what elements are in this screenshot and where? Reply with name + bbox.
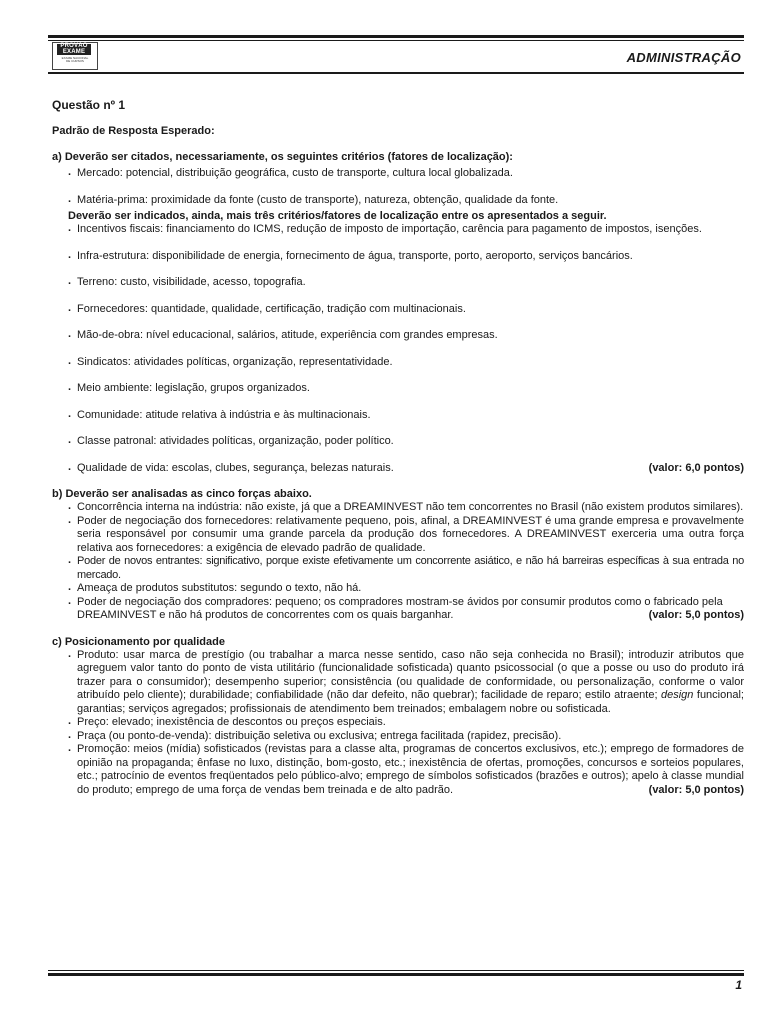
list-item: . Promoção: meios (mídia) sofisticados (revistas para a classe alta, programas de concertos exclusivos, etc.); emprego de formadores de opinião na propaganda; ênfase no luxo, distinção, bom-gosto, etc.; inexistência de ofertas, promoções, concursos e sorteios populares, etc.; patrocínio de eventos freqüentados pelo público-alvo; emprego de símbolos sofisticados (brazões e outros); apelo à classe mundial do produto; emprego de uma força de vendas bem treinada e de alto padrão. (valor: 5,0 pontos): [68, 742, 744, 796]
list-item: . Produto: usar marca de prestígio (ou trabalhar a marca nesse sentido, caso não seja conhecida no Brasil); introduzir atributos que agreguem valor tanto do ponto de vista utilitário (funcionalidade sofisticada) quanto psicossocial (o que a posse ou uso do produto irá trazer para o consumidor); desempenho superior; consistência (ou qualidade de conformidade, ou personalização, conforme o valor atribuído pelo cliente); durabilidade; confiabilidade (não dar defeito, não quebrar); facilidade de reparo; estilo atraente; design funcional; garantias; serviços agregados; profissionais de atendimento bem treinados; embalagem nobre ou sofisticada.: [68, 647, 744, 715]
item-text: Concorrência interna na indústria: não existe, já que a DREAMINVEST não tem concorrentes no Brasil (não existem produtos similares).: [77, 501, 744, 513]
section-a-heading: a) Deverão ser citados, necessariamente, os seguintes critérios (fatores de localização):: [52, 151, 513, 163]
list-item: . Mão-de-obra: nível educacional, salários, atitude, experiência com grandes empresas.: [68, 328, 498, 341]
item-text: Incentivos fiscais: financiamento do ICMS, redução de imposto de importação, carência para pagamento de impostos, isenções.: [77, 223, 702, 235]
section-b-heading: b) Deverão ser analisadas as cinco forças abaixo.: [52, 488, 312, 500]
item-text: Fornecedores: quantidade, qualidade, certificação, tradição com multinacionais.: [77, 302, 466, 315]
item-text: Promoção: meios (mídia) sofisticados (revistas para a classe alta, programas de concertos exclusivos, etc.); emprego de formadores de opinião na propaganda; ênfase no luxo, distinção, bom-gosto, etc.; inexistência de ofertas, promoções, concursos e sorteios populares, etc.; patrocínio de eventos freqüentados pelo público-alvo; emprego de símbolos sofisticados (brazões e outros); apelo à classe mundial do produto; emprego de uma força de vendas bem treinada e de alto padrão.: [77, 743, 744, 796]
list-item: . Poder de negociação dos compradores: pequeno; os compradores mostram-se ávidos por consumir produtos como o fabricado pela DREAMINVEST e não há produtos de concorrentes com os quais barganhar. (valor: 5,0 pontos): [68, 594, 744, 621]
list-item: . Concorrência interna na indústria: não existe, já que a DREAMINVEST não tem concorrentes no Brasil (não existem produtos similares).: [68, 500, 744, 513]
header-rule-bottom: [48, 72, 744, 74]
item-text: Produto: usar marca de prestígio (ou trabalhar a marca nesse sentido, caso não seja conhecida no Brasil); introduzir atributos que agreguem valor tanto do ponto de vista utilitário (funcionalidade sofisticada) quanto psicossocial (o que a posse ou uso do produto irá trazer para o consumidor); desempenho superior; consistência (ou qualidade de conformidade, ou personalização, conforme o valor atribuído pelo cliente); durabilidade; confiabilidade (não dar defeito, não quebrar); facilidade de reparo; estilo atraente;: [77, 648, 744, 701]
list-item: . Qualidade de vida: escolas, clubes, segurança, belezas naturais. (valor: 6,0 pontos): [68, 460, 744, 474]
item-text: Classe patronal: atividades políticas, organização, poder político.: [77, 435, 394, 447]
item-text: Qualidade de vida: escolas, clubes, segurança, belezas naturais.: [77, 461, 394, 474]
item-text: Mercado: potencial, distribuição geográfica, custo de transporte, cultura local globalizada.: [77, 167, 513, 179]
list-item: . Praça (ou ponto-de-venda): distribuição seletiva ou exclusiva; entrega facilitada (rapidez, precisão).: [68, 728, 562, 742]
points-value: (valor: 5,0 pontos): [648, 609, 744, 621]
list-item: . Poder de negociação dos fornecedores: relativamente pequeno, pois, afinal, a DREAMINVEST é uma grande empresa e provavelmente seria responsável por consumir uma grande parcela da produção dos fornecedores. A DREAMINVEST exerceria uma outra força relativa aos fornecedores: a exigência de elevado padrão de qualidade.: [68, 513, 744, 554]
item-text: Infra-estrutura: disponibilidade de energia, fornecimento de água, transporte, porto, aeroporto, serviços bancários.: [77, 249, 633, 262]
item-text: Preço: elevado; inexistência de descontos ou preços especiais.: [77, 716, 386, 728]
list-item: . Infra-estrutura: disponibilidade de energia, fornecimento de água, transporte, porto, aeroporto, serviços bancários.: [68, 248, 633, 262]
logo-subtext: EXAME NACIONAL DE CURSOS: [61, 56, 89, 64]
item-text: Mão-de-obra: nível educacional, salários, atitude, experiência com grandes empresas.: [77, 329, 498, 341]
list-item: . Fornecedores: quantidade, qualidade, certificação, tradição com multinacionais.: [68, 301, 466, 315]
list-item: . Ameaça de produtos substitutos: segundo o texto, não há.: [68, 581, 362, 594]
list-item: . Matéria-prima: proximidade da fonte (custo de transporte), natureza, obtenção, qualidade da fonte.: [68, 192, 559, 206]
page-number: 1: [735, 978, 742, 992]
header-rule-thin: [48, 40, 744, 41]
item-text: Comunidade: atitude relativa à indústria e às multinacionais.: [77, 408, 371, 421]
item-text: funcional; garantias; serviços agregados; profissionais de atendimento bem treinados; embalagem nobre ou sofisticada.: [77, 689, 744, 715]
question-title: Questão nº 1: [52, 98, 126, 112]
provao-logo: [52, 42, 98, 70]
list-item: . Terreno: custo, visibilidade, acesso, topografia.: [68, 275, 306, 288]
points-value: (valor: 6,0 pontos): [648, 461, 744, 474]
logo-band: PROVÃO EXAME: [57, 44, 91, 55]
points-value: (valor: 5,0 pontos): [648, 783, 744, 796]
item-text: Meio ambiente: legislação, grupos organizados.: [77, 382, 310, 394]
document-body: [52, 98, 744, 797]
item-italic: design: [661, 689, 694, 701]
section-c-heading: c) Posicionamento por qualidade: [52, 635, 225, 648]
item-text: Matéria-prima: proximidade da fonte (custo de transporte), natureza, obtenção, qualidade da fonte.: [77, 193, 559, 206]
item-text: Poder de novos entrantes: significativo, porque existe efetivamente um concorrente asiático, e não há barreiras específicas à sua entrada no mercado.: [77, 555, 744, 581]
list-item: . Incentivos fiscais: financiamento do ICMS, redução de imposto de importação, carência para pagamento de impostos, isenções.: [68, 222, 702, 235]
item-text: Ameaça de produtos substitutos: segundo o texto, não há.: [77, 582, 362, 594]
list-item: . Sindicatos: atividades políticas, organização, representatividade.: [68, 354, 393, 368]
item-text: Praça (ou ponto-de-venda): distribuição seletiva ou exclusiva; entrega facilitada (rapidez, precisão).: [77, 729, 562, 742]
item-text: Poder de negociação dos compradores: pequeno; os compradores mostram-se ávidos por consumir produtos como o fabricado pela DREAMINVEST e não há produtos de concorrentes com os quais barganhar.: [77, 595, 723, 621]
section-a-subheading: Deverão ser indicados, ainda, mais três critérios/fatores de localização entre os apresentados a seguir.: [68, 210, 607, 222]
list-item: . Classe patronal: atividades políticas, organização, poder político.: [68, 434, 394, 447]
header-title: ADMINISTRAÇÃO: [626, 50, 741, 65]
header-rule: [48, 35, 744, 38]
list-item: . Mercado: potencial, distribuição geográfica, custo de transporte, cultura local globalizada.: [68, 166, 513, 179]
list-item: . Meio ambiente: legislação, grupos organizados.: [68, 381, 310, 394]
list-item: . Poder de novos entrantes: significativo, porque existe efetivamente um concorrente asiático, e não há barreiras específicas à sua entrada no mercado.: [68, 554, 744, 581]
answer-heading: Padrão de Resposta Esperado:: [52, 125, 215, 137]
item-text: Terreno: custo, visibilidade, acesso, topografia.: [77, 276, 306, 288]
item-text: Sindicatos: atividades políticas, organização, representatividade.: [77, 355, 393, 368]
list-item: . Preço: elevado; inexistência de descontos ou preços especiais.: [68, 715, 386, 728]
footer-rule: [48, 973, 744, 976]
footer-rule-thin: [48, 970, 744, 971]
item-text: Poder de negociação dos fornecedores: relativamente pequeno, pois, afinal, a DREAMINVEST é uma grande empresa e provavelmente seria responsável por consumir uma grande parcela da produção dos fornecedores. A DREAMINVEST exerceria uma outra força relativa aos fornecedores: a exigência de elevado padrão de qualidade.: [77, 514, 744, 554]
list-item: . Comunidade: atitude relativa à indústria e às multinacionais.: [68, 407, 371, 421]
